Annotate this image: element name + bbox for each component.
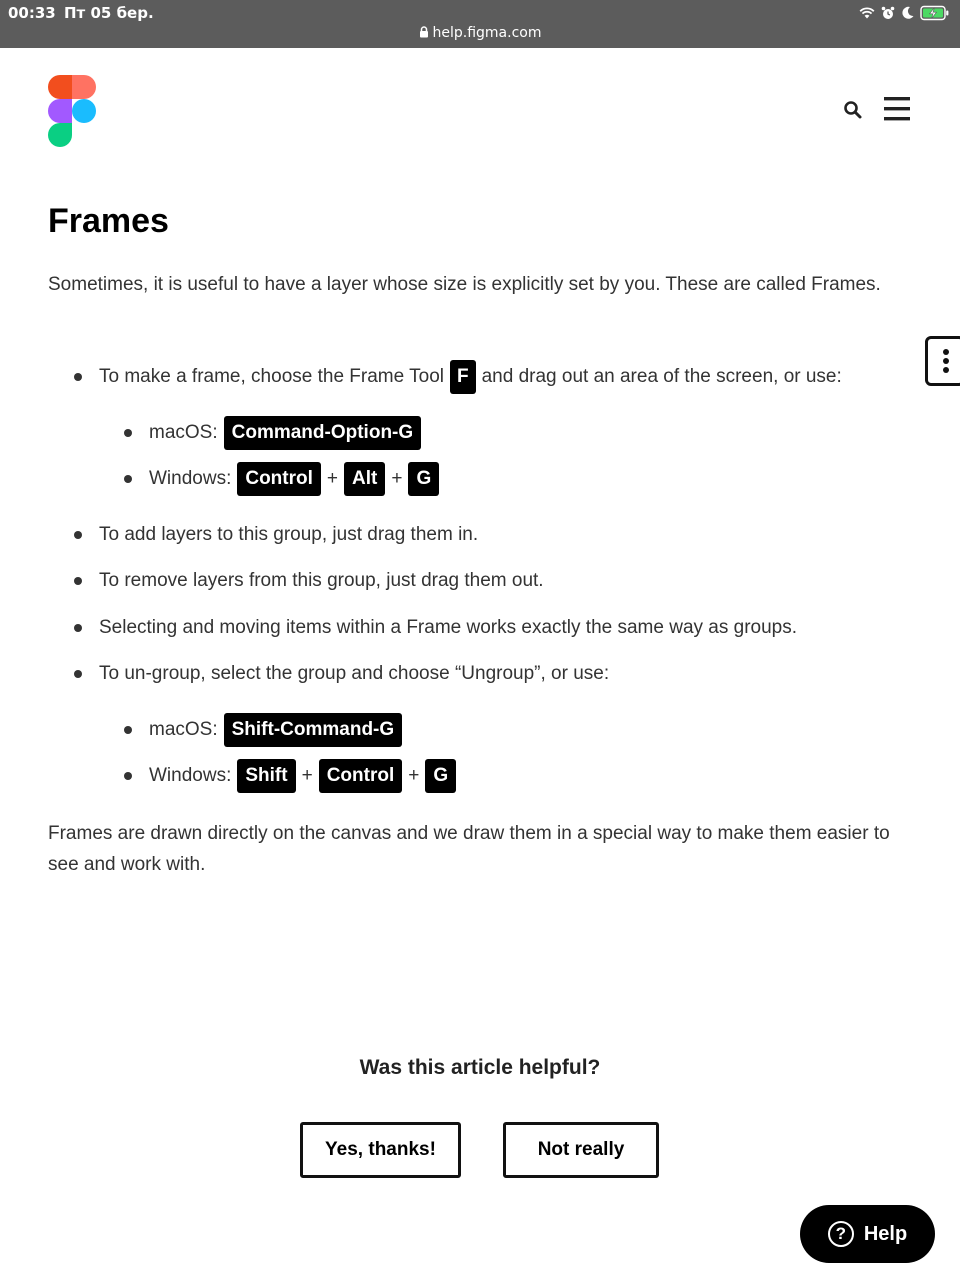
- status-time: 00:33: [8, 4, 56, 22]
- os-label: macOS:: [149, 422, 218, 443]
- keyboard-shortcut: Shift: [237, 759, 295, 793]
- plus-sign: +: [391, 468, 403, 489]
- list-item-make-frame: [74, 359, 842, 395]
- list-item-text: To make a frame, choose the Frame Tool: [99, 366, 444, 387]
- os-label: Windows:: [149, 468, 232, 489]
- search-icon[interactable]: [842, 99, 864, 121]
- page-title: Frames: [48, 202, 169, 240]
- bullet: [74, 670, 82, 678]
- list-item-text: To un-group, select the group and choose “Ungroup”, or use:: [99, 663, 610, 684]
- os-label: macOS:: [149, 719, 218, 740]
- vertical-ellipsis-dot: [943, 367, 949, 373]
- intro-paragraph: Sometimes, it is useful to have a layer whose size is explicitly set by you. These are called Frames.: [48, 274, 881, 295]
- os-label: Windows:: [149, 765, 232, 786]
- keyboard-shortcut: Command-Option-G: [224, 416, 422, 450]
- list-item-text: Selecting and moving items within a Frame works exactly the same way as groups.: [99, 617, 798, 638]
- keyboard-shortcut: Control: [319, 759, 403, 793]
- outro-paragraph: Frames are drawn directly on the canvas and we draw them in a special way to make them easier to see and work with.: [48, 823, 890, 875]
- figma-logo[interactable]: [48, 75, 96, 147]
- bullet: [74, 577, 82, 585]
- alarm-icon: [881, 6, 895, 20]
- list-item-macos-ungroup: [124, 712, 405, 748]
- bullet: [124, 772, 132, 780]
- bullet: [74, 373, 82, 381]
- bullet: [124, 475, 132, 483]
- list-item-windows-ungroup: [124, 758, 459, 794]
- vertical-ellipsis-icon: [943, 349, 949, 355]
- keyboard-shortcut: F: [450, 360, 476, 394]
- list-item-text: To remove layers from this group, just drag them out.: [99, 570, 544, 591]
- url-text: help.figma.com: [432, 25, 542, 41]
- bullet: [74, 624, 82, 632]
- keyboard-shortcut: Control: [237, 462, 321, 496]
- bullet: [124, 726, 132, 734]
- side-panel-toggle[interactable]: [925, 336, 960, 386]
- plus-sign: +: [408, 765, 420, 786]
- status-date: Пт 05 бер.: [64, 4, 154, 22]
- list-item-text: To add layers to this group, just drag them in.: [99, 524, 479, 545]
- list-item-add-layers: [74, 517, 478, 553]
- plus-sign: +: [326, 468, 339, 489]
- moon-icon: [901, 6, 914, 20]
- list-item-text: and drag out an area of the screen, or use:: [481, 366, 842, 387]
- plus-sign: +: [301, 765, 313, 786]
- list-item-windows-frame: [124, 461, 442, 497]
- yes-thanks-button[interactable]: Yes, thanks!: [300, 1122, 461, 1178]
- list-item-remove-layers: [74, 563, 544, 599]
- question-circle-icon: ?: [828, 1221, 854, 1247]
- feedback-question: Was this article helpful?: [359, 1056, 601, 1079]
- bullet: [74, 531, 82, 539]
- status-bar: [0, 0, 960, 48]
- list-item-selecting: [74, 610, 797, 646]
- battery-charging-icon: [920, 5, 950, 21]
- hamburger-menu-icon[interactable]: [882, 96, 912, 122]
- vertical-ellipsis-dot: [943, 358, 949, 364]
- keyboard-shortcut: G: [408, 462, 439, 496]
- bullet: [124, 429, 132, 437]
- status-icons: [859, 4, 950, 22]
- help-button[interactable]: [800, 1205, 935, 1263]
- keyboard-shortcut: Shift-Command-G: [224, 713, 403, 747]
- address-bar[interactable]: [0, 25, 960, 41]
- lock-icon: [419, 26, 429, 38]
- keyboard-shortcut: Alt: [344, 462, 385, 496]
- list-item-macos-frame: [124, 415, 424, 451]
- keyboard-shortcut: G: [425, 759, 456, 793]
- help-label: Help: [863, 1222, 908, 1245]
- wifi-icon: [859, 7, 875, 19]
- not-really-button[interactable]: Not really: [503, 1122, 659, 1178]
- list-item-ungroup: [74, 656, 609, 692]
